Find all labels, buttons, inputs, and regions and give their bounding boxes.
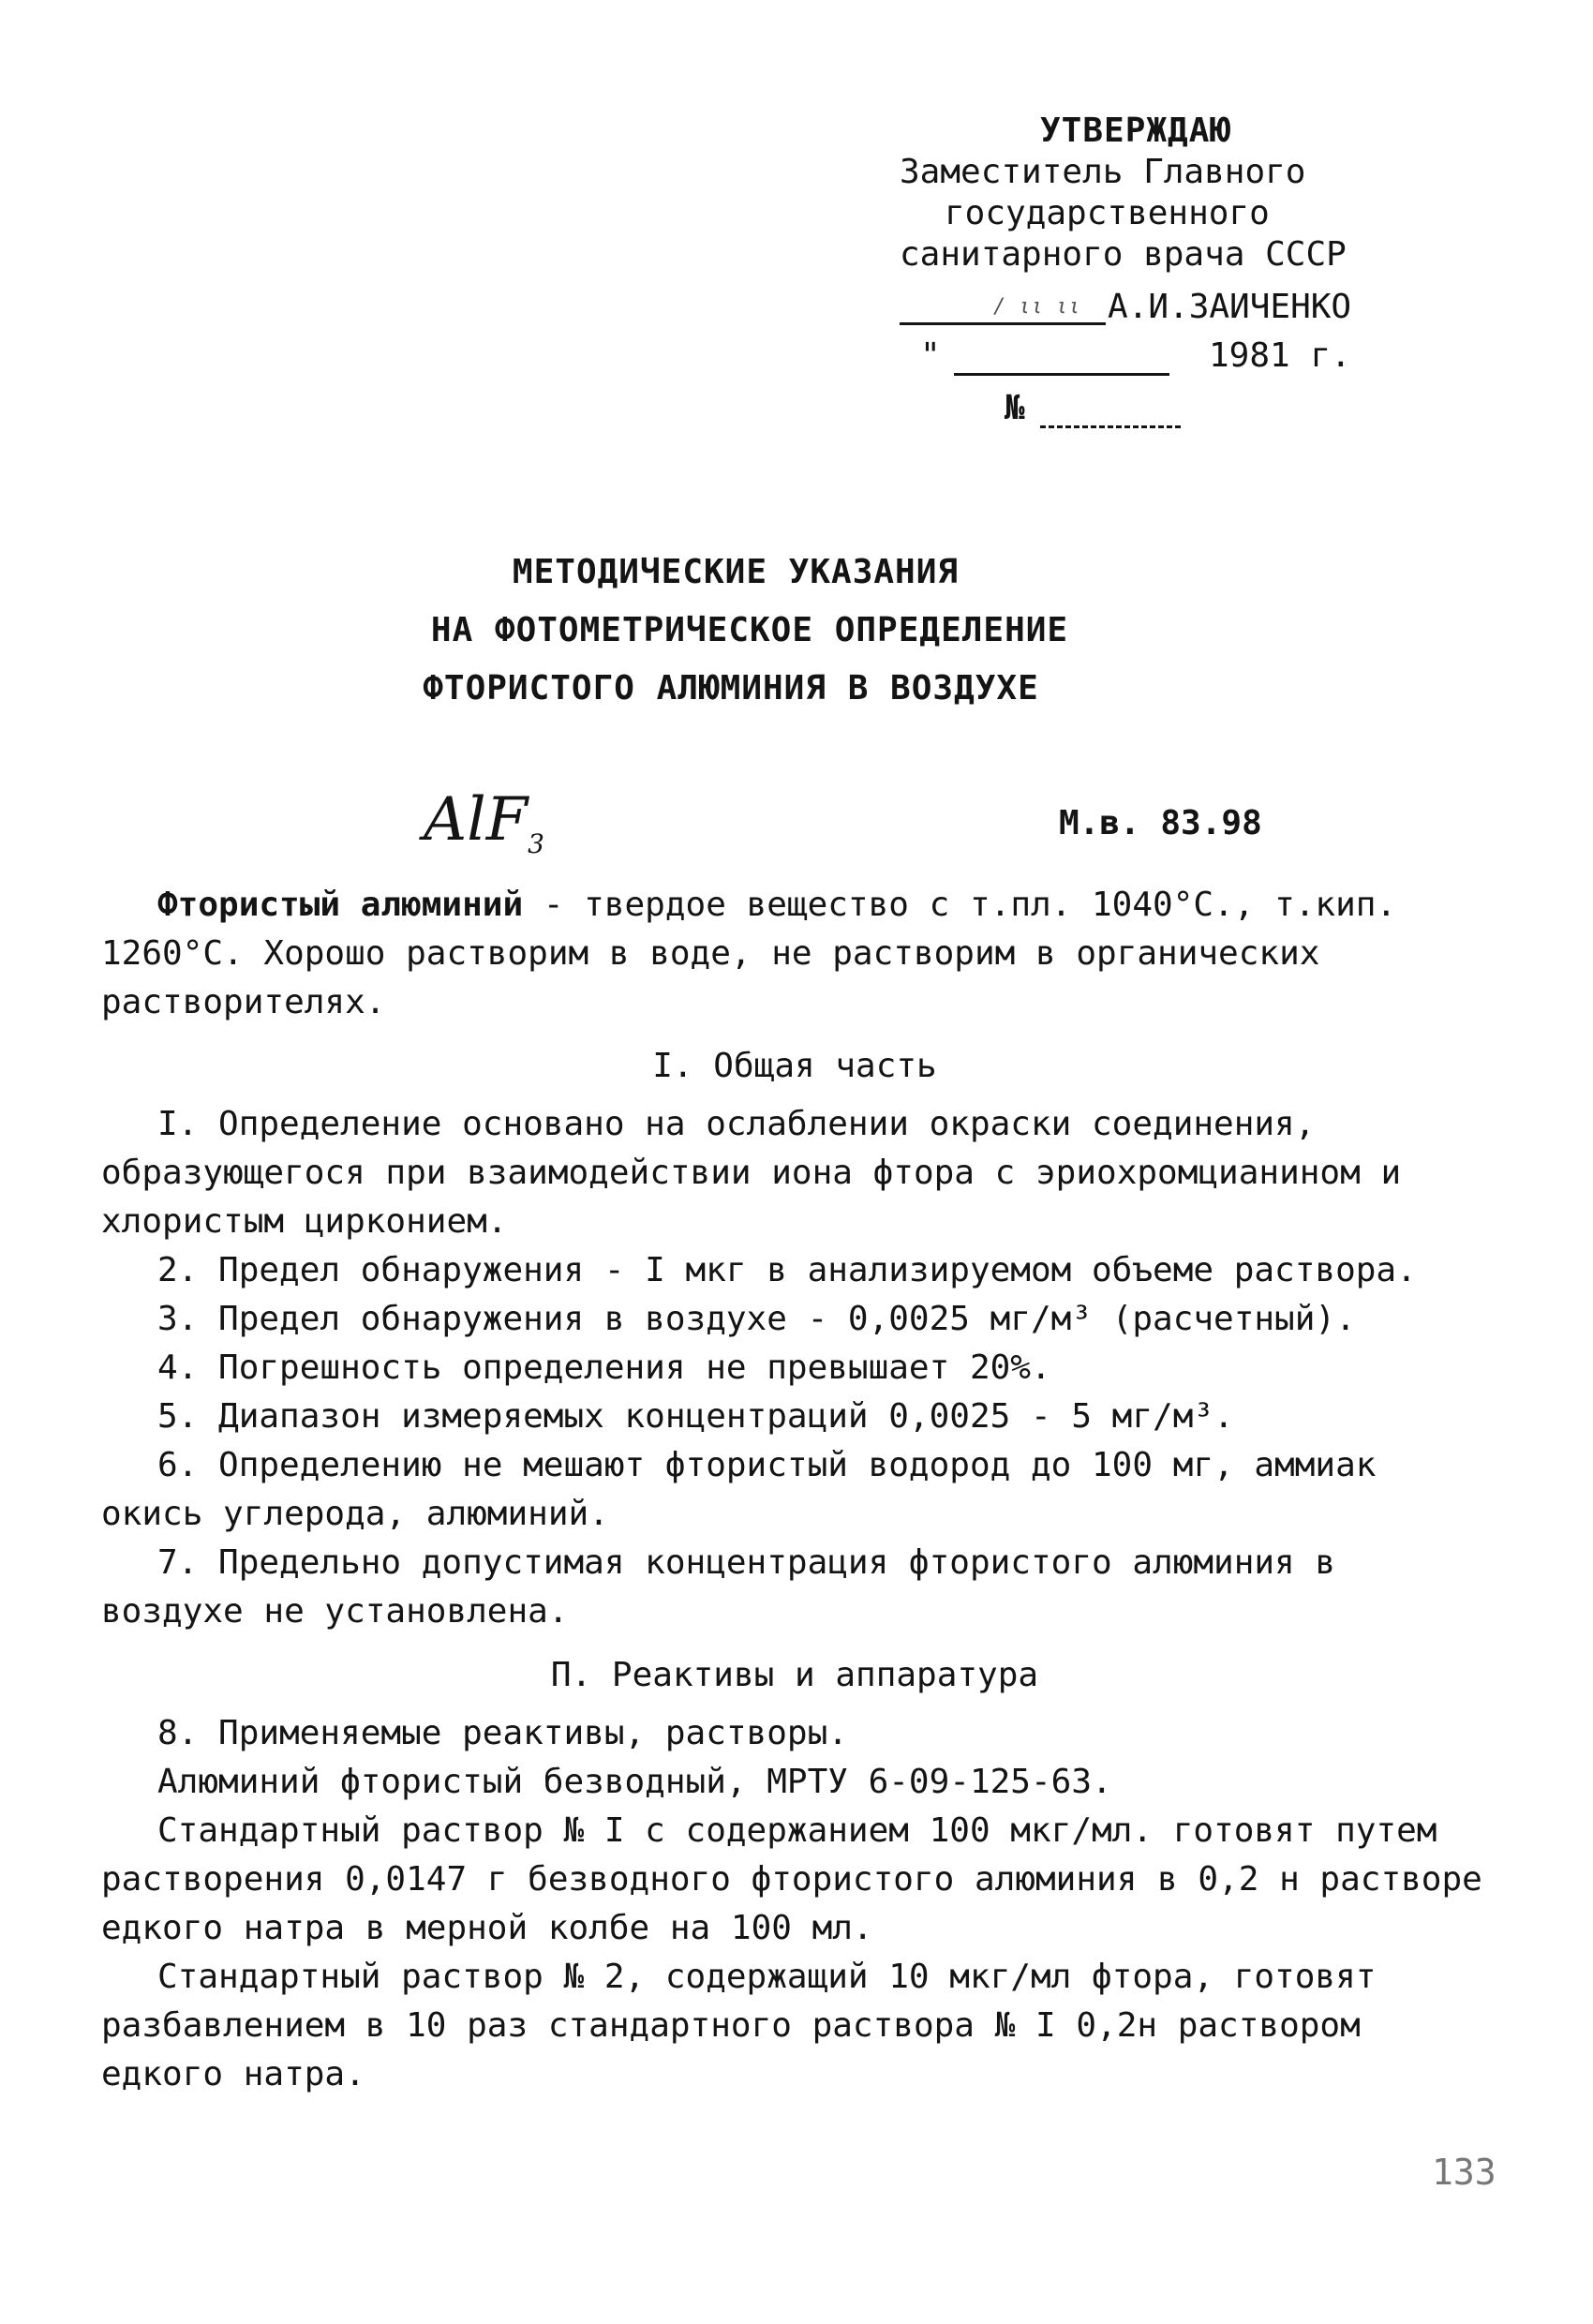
document-body bbox=[101, 881, 1488, 2099]
section-1-item: 3. Предел обнаружения в воздухе - 0,0025 мг/м³ (расчетный). bbox=[157, 1300, 1356, 1338]
section-1-item: 4. Погрешность определения не превышает 20%. bbox=[157, 1348, 1051, 1387]
section-2-item: Стандартный раствор № 2, содержащий 10 мкг/мл фтора, готовят разбавлением в 10 раз стандартного раствора № I 0,2н раствором едкого натра. bbox=[101, 1958, 1377, 2093]
section-2-title: П. Реактивы и аппаратура bbox=[550, 1656, 1039, 1694]
approval-line-1: Заместитель Главного bbox=[900, 153, 1306, 191]
number-line bbox=[900, 382, 1424, 435]
molecular-weight: М.в. 83.98 bbox=[1059, 804, 1262, 842]
section-2-item: 8. Применяемые реактивы, растворы. bbox=[157, 1714, 848, 1752]
formula-subscript: 3 bbox=[528, 827, 544, 859]
page-number: 133 bbox=[1432, 2152, 1496, 2193]
intro-text: - твердое вещество с т.пл. 1040°С., т.кип. 1260°С. Хорошо растворим в воде, не растворим в органических растворителях. bbox=[101, 886, 1397, 1021]
section-1-item: I. Определение основано на ослаблении окраски соединения, образующегося при взаимодействии иона фтора с эриохромцианином и хлористым цирконием. bbox=[101, 1105, 1402, 1241]
section-1-title: I. Общая часть bbox=[652, 1047, 937, 1085]
formula-base: AlF bbox=[424, 785, 529, 855]
title-line-1: МЕТОДИЧЕСКИЕ УКАЗАНИЯ bbox=[512, 553, 960, 591]
signatory-name: А.И.ЗАИЧЕНКО bbox=[1108, 288, 1352, 326]
section-1-item: 7. Предельно допустимая концентрация фтористого алюминия в воздухе не установлена. bbox=[101, 1543, 1336, 1631]
document-title bbox=[0, 544, 1593, 718]
approval-line-3: санитарного врача СССР bbox=[900, 235, 1347, 274]
title-line-2: НА ФОТОМЕТРИЧЕСКОЕ ОПРЕДЕЛЕНИЕ bbox=[430, 611, 1069, 649]
approval-line-2: государственного bbox=[945, 194, 1270, 232]
date-line bbox=[900, 330, 1424, 382]
date-quote: " bbox=[920, 336, 941, 375]
handwritten-date bbox=[954, 337, 1169, 376]
section-2-item: Алюминий фтористый безводный, МРТУ 6-09-125-63. bbox=[157, 1763, 1112, 1801]
section-2-item: Стандартный раствор № I с содержанием 100 мкг/мл. готовят путем растворения 0,0147 г безводного фтористого алюминия в 0,2 н растворе едкого натра в мерной колбе на 100 мл. bbox=[101, 1811, 1482, 1947]
intro-paragraph bbox=[101, 881, 1488, 1027]
section-1-item: 2. Предел обнаружения - I мкг в анализируемом объеме раствора. bbox=[157, 1251, 1417, 1289]
signature-rule bbox=[900, 322, 1106, 325]
date-year: 1981 г. bbox=[1209, 336, 1351, 375]
handwritten-signature: / ιι ιι bbox=[993, 295, 1080, 319]
signature-line bbox=[900, 281, 1424, 330]
section-1-item: 5. Диапазон измеряемых концентраций 0,0025 - 5 мг/м³. bbox=[157, 1397, 1234, 1436]
approval-block bbox=[900, 111, 1424, 435]
section-1-item: 6. Определению не мешают фтористый водород до 100 мг, аммиак окись углерода, алюминий. bbox=[101, 1446, 1377, 1533]
intro-lead: Фтористый алюминий bbox=[157, 886, 524, 924]
handwritten-number bbox=[1040, 390, 1181, 428]
chemical-formula bbox=[424, 782, 544, 882]
approval-heading: УТВЕРЖДАЮ bbox=[1040, 112, 1232, 150]
number-sign: № bbox=[1005, 389, 1025, 427]
title-line-3: ФТОРИСТОГО АЛЮМИНИЯ В ВОЗДУХЕ bbox=[423, 669, 1039, 708]
